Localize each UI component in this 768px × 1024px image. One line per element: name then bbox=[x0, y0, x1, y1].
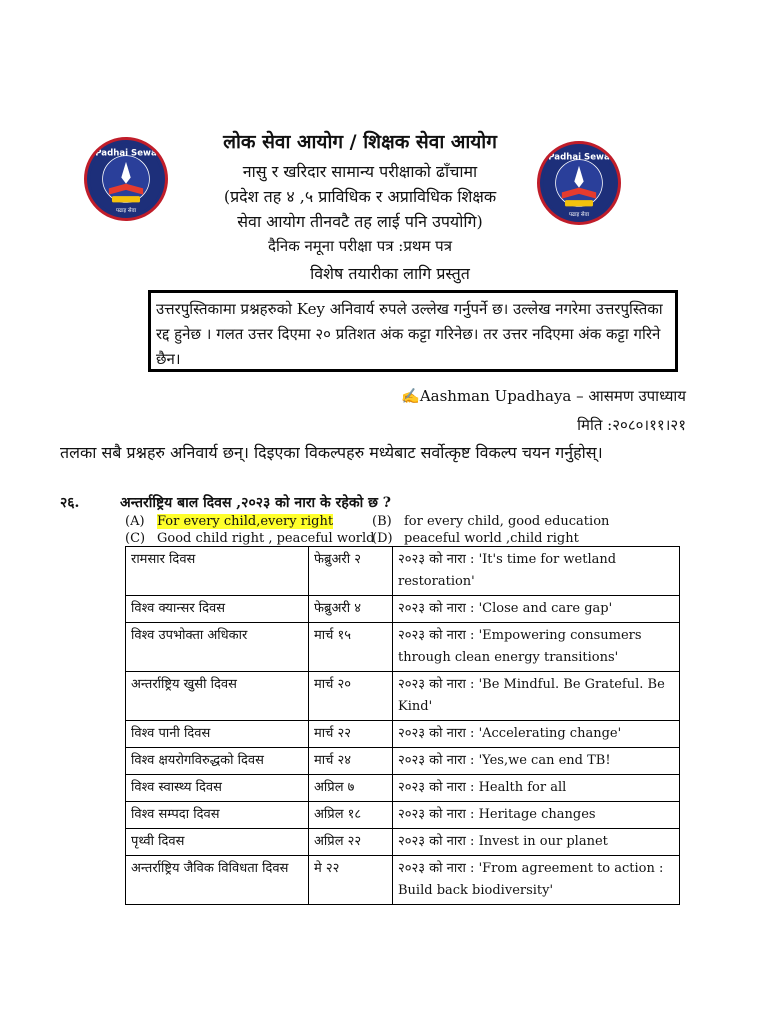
table-row bbox=[126, 721, 680, 748]
slogan-cell: २०२३ को नारा : Heritage changes bbox=[393, 802, 680, 829]
option-a bbox=[125, 514, 333, 529]
logo-subtext-right: पढाइ सेवा bbox=[568, 211, 590, 218]
date-cell: अप्रिल ७ bbox=[309, 775, 393, 802]
table-row bbox=[126, 547, 680, 596]
option-d-text: peaceful world ,child right bbox=[404, 531, 579, 546]
slogan-cell: २०२३ को नारा : 'Yes,we can end TB! bbox=[393, 748, 680, 775]
question-number: २६. bbox=[60, 495, 80, 511]
day-cell: विश्व सम्पदा दिवस bbox=[126, 802, 309, 829]
slogan-cell: २०२३ को नारा : 'From agreement to action : Build back biodiversity' bbox=[393, 856, 680, 905]
option-d-key: (D) bbox=[372, 531, 393, 546]
table-row bbox=[126, 829, 680, 856]
option-c-key: (C) bbox=[125, 531, 146, 546]
header-exam-paper: दैनिक नमूना परीक्षा पत्र :प्रथम पत्र bbox=[268, 237, 452, 255]
date-cell: मार्च १५ bbox=[309, 623, 393, 672]
option-c bbox=[125, 531, 374, 546]
general-instructions: तलका सबै प्रश्नहरु अनिवार्य छन्। दिइएका विकल्पहरु मध्येबाट सर्वोत्कृष्ट विकल्प चयन गर्नुहोस्। bbox=[60, 443, 603, 462]
logo-subtext-left: पढाइ सेवा bbox=[115, 207, 137, 214]
day-cell: अन्तर्राष्ट्रिय खुसी दिवस bbox=[126, 672, 309, 721]
option-b-key: (B) bbox=[372, 514, 392, 529]
table-row bbox=[126, 596, 680, 623]
option-a-text-highlighted: For every child,every right bbox=[157, 514, 334, 529]
header-subtitle: नासु र खरिदार सामान्य परीक्षाको ढाँचामा bbox=[242, 162, 478, 181]
option-d bbox=[372, 531, 579, 546]
date-cell: फेब्रुअरी २ bbox=[309, 547, 393, 596]
day-cell: विश्व पानी दिवस bbox=[126, 721, 309, 748]
day-cell: रामसार दिवस bbox=[126, 547, 309, 596]
instruction-notice-box: उत्तरपुस्तिकामा प्रश्नहरुको Key अनिवार्य रुपले उल्लेख गर्नुपर्ने छ। उल्लेख नगरेमा उत्तरपुस्तिका रद्द हुनेछ । गलत उत्तर दिएमा २० प्रतिशत अंक कट्टा गरिनेछ। तर उत्तर नदिएमा अंक कट्टा गरिने छैन। bbox=[148, 290, 678, 372]
option-a-key: (A) bbox=[125, 514, 145, 529]
date-cell: अप्रिल १८ bbox=[309, 802, 393, 829]
table-row bbox=[126, 802, 680, 829]
day-cell: अन्तर्राष्ट्रिय जैविक विविधता दिवस bbox=[126, 856, 309, 905]
day-cell: विश्व स्वास्थ्य दिवस bbox=[126, 775, 309, 802]
observance-days-table bbox=[125, 546, 680, 905]
date-line: मिति :२०८०।११।२१ bbox=[577, 416, 686, 434]
date-cell: मार्च २२ bbox=[309, 721, 393, 748]
header-scope-line-2: सेवा आयोग तीनवटै तह लाई पनि उपयोगि) bbox=[237, 212, 483, 231]
date-cell: अप्रिल २२ bbox=[309, 829, 393, 856]
header-special-prep: विशेष तयारीका लागि प्रस्तुत bbox=[310, 264, 470, 283]
logo-text-left: Padhai Sewa bbox=[95, 148, 157, 159]
day-cell: विश्व क्षयरोगविरुद्धको दिवस bbox=[126, 748, 309, 775]
logo-text-right: Padhai Sewa bbox=[548, 152, 610, 163]
day-cell: विश्व उपभोक्ता अधिकार bbox=[126, 623, 309, 672]
question-26 bbox=[60, 493, 391, 512]
slogan-cell: २०२३ को नारा : 'Close and care gap' bbox=[393, 596, 680, 623]
slogan-cell: २०२३ को नारा : Health for all bbox=[393, 775, 680, 802]
table-row bbox=[126, 775, 680, 802]
slogan-cell: २०२३ को नारा : Invest in our planet bbox=[393, 829, 680, 856]
date-cell: मार्च २४ bbox=[309, 748, 393, 775]
table-row bbox=[126, 623, 680, 672]
question-text: अन्तर्राष्ट्रिय बाल दिवस ,२०२३ को नारा के रहेको छ ? bbox=[120, 495, 391, 511]
date-cell: मे २२ bbox=[309, 856, 393, 905]
day-cell: विश्व क्यान्सर दिवस bbox=[126, 596, 309, 623]
slogan-cell: २०२३ को नारा : 'Empowering consumers through clean energy transitions' bbox=[393, 623, 680, 672]
option-b bbox=[372, 514, 609, 529]
table-row bbox=[126, 856, 680, 905]
slogan-cell: २०२३ को नारा : 'It's time for wetland restoration' bbox=[393, 547, 680, 596]
table-row bbox=[126, 748, 680, 775]
slogan-cell: २०२३ को नारा : 'Accelerating change' bbox=[393, 721, 680, 748]
author-line: ✍Aashman Upadhaya – आसमण उपाध्याय bbox=[401, 387, 686, 405]
option-b-text: for every child, good education bbox=[404, 514, 610, 529]
header-title: लोक सेवा आयोग / शिक्षक सेवा आयोग bbox=[223, 131, 497, 153]
day-cell: पृथ्वी दिवस bbox=[126, 829, 309, 856]
date-cell: फेब्रुअरी ४ bbox=[309, 596, 393, 623]
table-row bbox=[126, 672, 680, 721]
option-c-text: Good child right , peaceful world bbox=[157, 531, 375, 546]
slogan-cell: २०२३ को नारा : 'Be Mindful. Be Grateful. Be Kind' bbox=[393, 672, 680, 721]
header-scope-line: (प्रदेश तह ४ ,५ प्राविधिक र अप्राविधिक शिक्षक bbox=[223, 187, 497, 206]
date-cell: मार्च २० bbox=[309, 672, 393, 721]
